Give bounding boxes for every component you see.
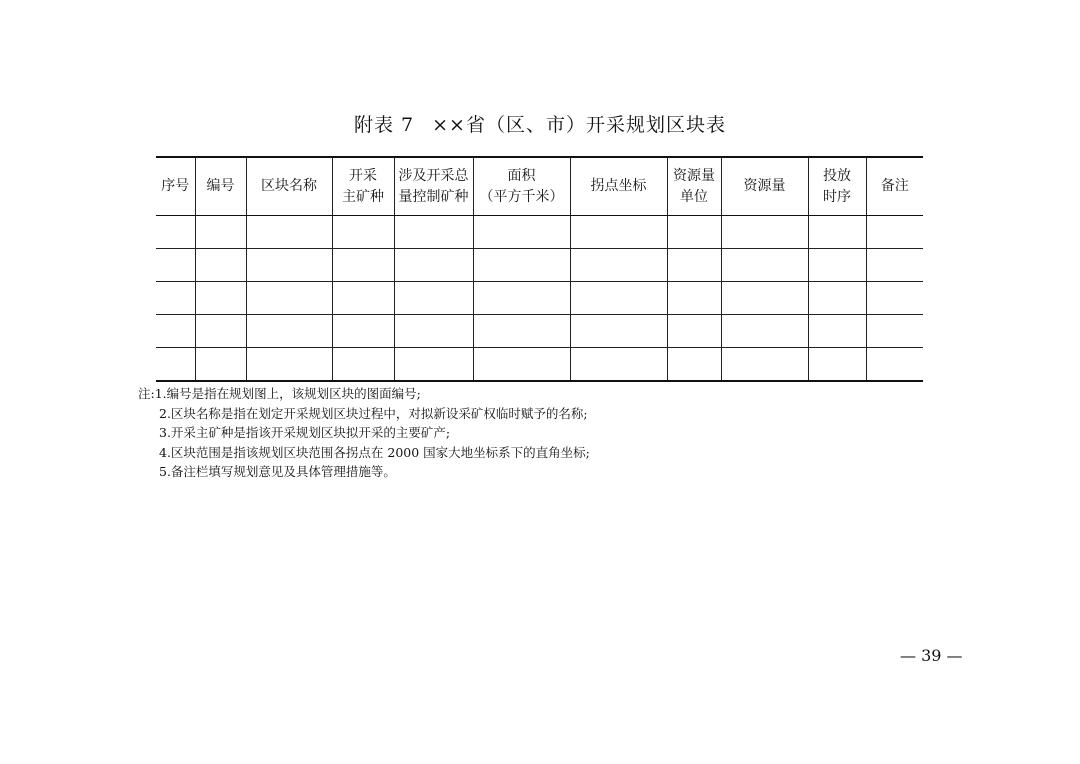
- header-remarks: 备注: [866, 157, 923, 216]
- table-cell: [473, 348, 570, 382]
- table-cell: [473, 282, 570, 315]
- table-cell: [808, 249, 866, 282]
- table-cell: [246, 249, 332, 282]
- table-cell: [473, 216, 570, 249]
- table-cell: [667, 282, 721, 315]
- header-corner-coordinates: 拐点坐标: [570, 157, 667, 216]
- planning-block-table: [156, 156, 923, 382]
- table-cell: [394, 216, 473, 249]
- header-resource-amount: 资源量: [721, 157, 808, 216]
- table-cell: [808, 315, 866, 348]
- table-cell: [332, 315, 394, 348]
- table-cell: [721, 348, 808, 382]
- table-cell: [570, 249, 667, 282]
- table-row: [156, 282, 923, 315]
- table-row: [156, 216, 923, 249]
- header-resource-unit: 资源量 单位: [667, 157, 721, 216]
- table-cell: [866, 282, 923, 315]
- table-cell: [394, 249, 473, 282]
- table-cell: [808, 282, 866, 315]
- notes-prefix: 注:: [138, 386, 155, 401]
- header-controlled-mineral: 涉及开采总 量控制矿种: [394, 157, 473, 216]
- table-cell: [808, 348, 866, 382]
- table-cell: [667, 216, 721, 249]
- table-cell: [156, 282, 195, 315]
- table-cell: [721, 282, 808, 315]
- table-cell: [246, 282, 332, 315]
- header-serial-no: 序号: [156, 157, 195, 216]
- table-cell: [866, 315, 923, 348]
- table-cell: [570, 348, 667, 382]
- table-row: [156, 249, 923, 282]
- table-cell: [667, 315, 721, 348]
- table-title: [0, 110, 1080, 137]
- note-item-5: 5.备注栏填写规划意见及具体管理措施等。: [159, 464, 396, 479]
- table-cell: [866, 216, 923, 249]
- table-cell: [332, 348, 394, 382]
- note-item-4: 4.区块范围是指该规划区块范围各拐点在 2000 国家大地坐标系下的直角坐标;: [159, 444, 590, 460]
- table-cell: [473, 315, 570, 348]
- header-main-mineral: 开采 主矿种: [332, 157, 394, 216]
- table-row: [156, 315, 923, 348]
- table-cell: [246, 315, 332, 348]
- table-cell: [394, 348, 473, 382]
- table-cell: [667, 348, 721, 382]
- table-cell: [195, 348, 246, 382]
- table-cell: [721, 315, 808, 348]
- table-cell: [570, 315, 667, 348]
- table-cell: [667, 249, 721, 282]
- title-prefix: 附表 7: [354, 114, 415, 136]
- table-cell: [808, 216, 866, 249]
- table-header-row: [156, 157, 923, 216]
- table-cell: [195, 216, 246, 249]
- table-row: [156, 348, 923, 382]
- table-cell: [195, 282, 246, 315]
- table-cell: [721, 249, 808, 282]
- table-cell: [394, 282, 473, 315]
- table-body: [156, 216, 923, 382]
- header-area: 面积 （平方千米）: [473, 157, 570, 216]
- note-item-2: 2.区块名称是指在划定开采规划区块过程中，对拟新设采矿权临时赋予的名称;: [159, 405, 588, 421]
- table-cell: [246, 348, 332, 382]
- table-cell: [570, 216, 667, 249]
- table-cell: [473, 249, 570, 282]
- table-cell: [866, 249, 923, 282]
- note-item-1: 注:1.编号是指在规划图上，该规划区块的图面编号;: [138, 386, 421, 401]
- table-notes: [138, 384, 590, 482]
- header-block-name: 区块名称: [246, 157, 332, 216]
- table-cell: [195, 249, 246, 282]
- table-cell: [156, 249, 195, 282]
- table-cell: [156, 348, 195, 382]
- table-cell: [332, 282, 394, 315]
- header-release-sequence: 投放 时序: [808, 157, 866, 216]
- table-cell: [195, 315, 246, 348]
- table-cell: [570, 282, 667, 315]
- header-code: 编号: [195, 157, 246, 216]
- table-cell: [156, 315, 195, 348]
- table-cell: [332, 216, 394, 249]
- table-cell: [246, 216, 332, 249]
- table-cell: [394, 315, 473, 348]
- page-number: — 39 —: [900, 646, 963, 665]
- table-cell: [866, 348, 923, 382]
- table-cell: [721, 216, 808, 249]
- title-main: ××省（区、市）开采规划区块表: [432, 114, 726, 136]
- note-item-3: 3.开采主矿种是指该开采规划区块拟开采的主要矿产;: [159, 425, 451, 440]
- table-cell: [332, 249, 394, 282]
- table-cell: [156, 216, 195, 249]
